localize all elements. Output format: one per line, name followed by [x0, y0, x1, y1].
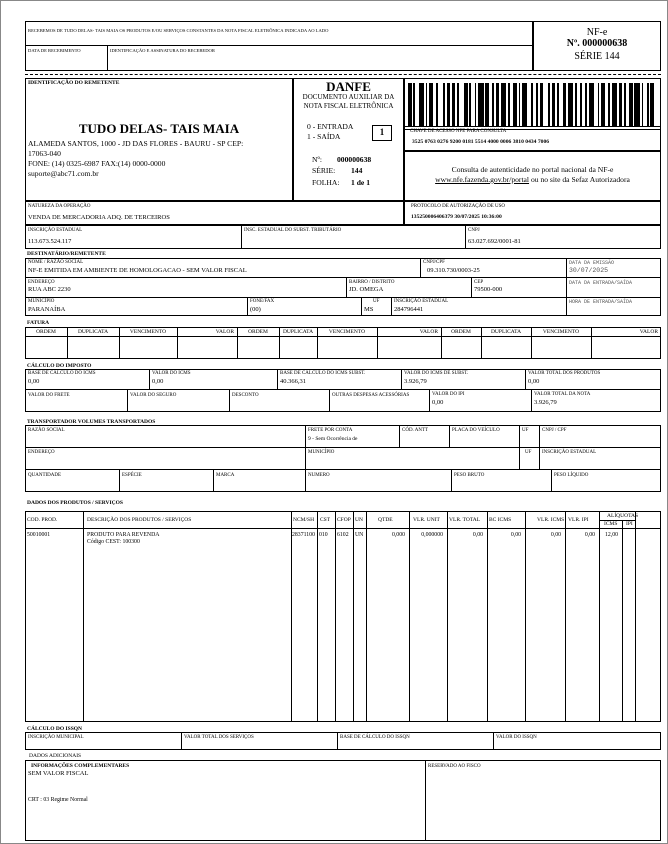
recipient-ie-label: INSCRIÇÃO ESTADUAL — [394, 299, 449, 304]
danfe-page-label: FOLHA: — [312, 178, 340, 187]
issqn-services-label: VALOR TOTAL DOS SERVIÇOS — [184, 735, 254, 740]
issuer-cep: 17063-040 — [28, 149, 61, 158]
total-products-label: VALOR TOTAL DOS PRODUTOS — [528, 371, 601, 376]
barcode-bar — [654, 83, 659, 127]
invoice-header-cell: VALOR — [639, 329, 658, 335]
recipient-cep-label: CEP — [474, 280, 484, 285]
extra-box — [25, 760, 661, 841]
receipt-nfe-series: SÉRIE 144 — [574, 51, 620, 62]
col-ipi: VLR. IPI — [568, 517, 589, 523]
invoice-header-cell: ORDEM — [451, 329, 471, 335]
product-cell-ncm: 28371100 — [292, 532, 315, 538]
ie-label: INSCRIÇÃO ESTADUAL — [28, 228, 83, 233]
volume-species-label: ESPÉCIE — [122, 473, 142, 478]
freight-label: VALOR DO FRETE — [28, 393, 70, 398]
transport-section-label: TRANSPORTADOR VOLUMES TRANSPORTADOS — [27, 419, 156, 425]
freight-mode: 9 - Sem Ocorrência de — [308, 436, 358, 442]
protocol-value: 135250006406379 30/07/2025 10:36:00 — [411, 214, 502, 220]
invoice-header-cell: ORDEM — [248, 329, 268, 335]
recipient-cnpj-label: CNPJ/CPF — [423, 260, 445, 265]
time-label: HORA DE ENTRADA/SAÍDA — [569, 299, 633, 305]
recipient-phone: (00) — [250, 306, 261, 313]
carrier-cnpj-label: CNPJ / CPF — [542, 428, 567, 433]
issuer-name: TUDO DELAS- TAIS MAIA — [78, 121, 240, 136]
plate-label: PLACA DO VEÍCULO — [452, 428, 500, 433]
col-code: COD. PROD. — [27, 517, 58, 523]
extra-info-label: INFORMAÇÕES COMPLEMENTARES — [31, 763, 130, 769]
freight-mode-label: FRETE POR CONTA — [308, 428, 353, 433]
product-cell-cst: 010 — [319, 532, 328, 538]
nature-label: NATUREZA DA OPERAÇÃO — [28, 204, 91, 209]
consult-line-2 — [404, 175, 661, 184]
volume-brand-label: MARCA — [216, 473, 235, 478]
other-label: OUTRAS DESPESAS ACESSÓRIAS — [332, 393, 410, 398]
col-total: VLR. TOTAL — [449, 517, 481, 523]
col-aliq: ALÍQUOTAS — [607, 513, 639, 519]
receipt-nfe-number: Nº. 000000638 — [566, 38, 628, 49]
danfe-exit: 1 - SAÍDA — [307, 132, 341, 141]
base-icms: 0,00 — [28, 378, 40, 385]
icms-st: 3.926,79 — [404, 378, 427, 385]
product-cell-total: 0,00 — [472, 532, 483, 538]
icms-value: 0,00 — [152, 378, 164, 385]
total-value: 3.926,79 — [534, 399, 557, 406]
col-bc: BC ICMS — [489, 517, 512, 523]
col-qty: QTDE — [378, 517, 393, 523]
recipient-cep: 79500-000 — [474, 286, 503, 293]
net-weight-label: PESO LÍQUIDO — [554, 473, 589, 478]
invoice-header-cell: DUPLICATA — [282, 329, 314, 335]
recipient-name: NF-E EMITIDA EM AMBIENTE DE HOMOLOGACAO - SEM VALOR FISCAL — [28, 267, 247, 274]
product-cell-desc-2: Código CEST: 100300 — [87, 539, 140, 545]
product-cell-code: 50010001 — [27, 532, 51, 538]
invoice-header-cell: DUPLICATA — [77, 329, 109, 335]
col-icms: VLR. ICMS — [537, 517, 565, 523]
antt-label: CÓD. ANTT — [402, 428, 429, 433]
base-icms-label: BASE DE CÁLCULO DO ICMS — [28, 371, 96, 376]
danfe-subtitle-2: NOTA FISCAL ELETRÔNICA — [303, 102, 394, 110]
receipt-nfe-title: NF-e — [586, 27, 608, 38]
products-section-label: DADOS DOS PRODUTOS / SERVIÇOS — [27, 500, 123, 506]
discount-label: DESCONTO — [232, 393, 259, 398]
recipient-cnpj: 09.310.730/0003-25 — [427, 267, 480, 274]
cut-line — [25, 74, 661, 75]
volume-numbering-label: NUMERO — [308, 473, 330, 478]
carrier-uf-label: UF — [522, 428, 529, 433]
receipt-date-label: DATA DE RECEBIMENTO — [28, 48, 81, 53]
ie-row-box — [25, 225, 661, 249]
recipient-uf: MS — [364, 306, 374, 313]
total-label: VALOR TOTAL DA NOTA — [534, 392, 591, 397]
nature-value: VENDA DE MERCADORIA ADQ. DE TERCEIROS — [28, 214, 170, 221]
danfe-subtitle-1: DOCUMENTO AUXILIAR DA — [302, 93, 395, 101]
col-cfop: CFOP — [337, 517, 351, 523]
ipi-label: VALOR DO IPI — [432, 392, 465, 397]
issuer-section-label: IDENTIFICAÇÃO DO REMETENTE — [28, 80, 120, 86]
recipient-phone-label: FONE/FAX — [250, 299, 275, 304]
issuer-phone: FONE: (14) 0325-6987 FAX:(14) 0000-0000 — [28, 159, 166, 168]
total-products: 0,00 — [528, 378, 540, 385]
invoice-header-cell: VENCIMENTO — [328, 329, 366, 335]
col-aliq-ipi: IPI — [626, 521, 633, 527]
danfe-number: 000000638 — [337, 155, 372, 164]
col-desc: DESCRIÇÃO DOS PRODUTOS / SERVIÇOS — [87, 517, 192, 523]
issuer-email: suporte@abc71.com.br — [28, 169, 99, 178]
ipi-value: 0,00 — [432, 399, 444, 406]
danfe-series: 144 — [351, 166, 363, 175]
consult-link[interactable]: www.nfe.fazenda.gov.br/portal — [435, 175, 530, 184]
product-cell-qty: 0,000 — [391, 532, 405, 538]
cnpj-label: CNPJ — [468, 228, 480, 233]
invoice-section-label: FATURA — [27, 320, 50, 326]
product-cell-cfop: 6102 — [337, 532, 349, 538]
recipient-district: JD. OMEGA — [349, 286, 384, 293]
danfe-number-label: Nº: — [312, 155, 322, 164]
issuer-address: ALAMEDA SANTOS, 1000 - JD DAS FLORES - BAURU - SP CEP: — [28, 139, 244, 148]
product-cell-un: UN — [355, 532, 364, 538]
receipt-sign-label: IDENTIFICAÇÃO E ASSINATURA DO RECEBEDOR — [110, 48, 215, 53]
consult-text: Consulta de autenticidade no portal nacional da NF-e — [451, 165, 614, 174]
carrier-uf2-label: UF — [525, 450, 532, 455]
danfe-page: 1 de 1 — [351, 178, 370, 187]
recipient-city-label: MUNICÍPIO — [28, 299, 55, 304]
col-aliq-icms: ICMS — [604, 521, 618, 527]
recipient-district-label: BAIRRO / DISTRITO — [349, 280, 395, 285]
product-cell-bc: 0,00 — [510, 532, 521, 538]
barcode-image — [408, 83, 660, 127]
col-un: UN — [355, 517, 363, 523]
invoice-header-cell: VENCIMENTO — [129, 329, 167, 335]
extra-section-label: DADOS ADICIONAIS — [29, 753, 82, 759]
product-cell-unit: 0,000000 — [421, 532, 443, 538]
access-key-label: CHAVE DE ACESSO NFE PARA CONSULTA — [410, 129, 507, 134]
protocol-label: PROTOCOLO DE AUTORIZAÇÃO DE USO — [411, 204, 505, 209]
invoice-header-cell: VALOR — [215, 329, 234, 335]
col-unit: VLR. UNIT — [413, 517, 440, 523]
ie-value: 113.673.524.117 — [28, 238, 72, 245]
receipt-notice: RECEBEMOS DE TUDO DELAS- TAIS MAIA OS PRODUTOS E/OU SERVIÇOS CONSTANTES DA NOTA FISCAL ELETRÔNICA INDICADA AO LADO — [28, 28, 329, 33]
recipient-uf-label: UF — [373, 299, 380, 304]
extra-info-2: CRT : 03 Regime Normal — [28, 797, 88, 803]
emission-label: DATA DA EMISSÃO — [569, 260, 615, 266]
recipient-address-label: ENDEREÇO — [28, 280, 55, 285]
issqn-value-label: VALOR DO ISSQN — [496, 735, 537, 740]
volume-qty-label: QUANTIDADE — [28, 473, 62, 478]
ie-st-label: INSC. ESTADUAL DO SUBST. TRIBUTÁRIO — [244, 228, 342, 233]
recipient-address: RUA ABC 2230 — [28, 286, 71, 293]
col-cst: CST — [320, 517, 331, 523]
invoice-header-cell: VENCIMENTO — [542, 329, 580, 335]
danfe-title: DANFE — [326, 79, 371, 94]
emission-value: 30/07/2025 — [569, 267, 609, 274]
product-cell-ipi: 0,00 — [584, 532, 595, 538]
icms-label: VALOR DO ICMS — [152, 371, 191, 376]
recipient-ie: 284796441 — [394, 306, 424, 313]
tax-section-label: CÁLCULO DO IMPOSTO — [27, 363, 92, 369]
icms-st-label: VALOR DO ICMS DE SUBST. — [404, 371, 469, 376]
base-st-label: BASE DE CÁLCULO DO ICMS SUBST. — [280, 371, 366, 376]
recipient-city: PARANAÍBA — [28, 306, 66, 313]
access-key-value: 3525 0763 0276 9200 0181 5514 4000 0006 3810 0434 7006 — [412, 139, 550, 145]
recipient-name-label: NOME / RAZÃO SOCIAL — [28, 260, 84, 265]
danfe-entry: 0 - ENTRADA — [307, 122, 354, 131]
danfe-type: 1 — [379, 127, 385, 137]
reserved-label: RESERVADO AO FISCO — [428, 764, 481, 769]
gross-weight-label: PESO BRUTO — [454, 473, 485, 478]
carrier-city-label: MUNICÍPIO — [308, 450, 335, 455]
base-st: 40.366,31 — [280, 378, 306, 385]
issqn-base-label: BASE DE CÁLCULO DO ISSQN — [340, 735, 410, 740]
insurance-label: VALOR DO SEGURO — [130, 393, 177, 398]
danfe-series-label: SÉRIE: — [312, 166, 336, 175]
consult-text-2: ou no site da Sefaz Autorizadora — [529, 175, 630, 184]
col-ncm: NCM/SH — [293, 517, 315, 523]
carrier-name-label: RAZÃO SOCIAL — [28, 428, 65, 433]
product-cell-icms: 0,00 — [550, 532, 561, 538]
invoice-header-cell: DUPLICATA — [490, 329, 522, 335]
extra-info-1: SEM VALOR FISCAL — [28, 770, 89, 777]
carrier-ie-label: INSCRIÇÃO ESTADUAL — [542, 450, 597, 455]
cnpj-value: 63.027.692/0001-81 — [468, 238, 521, 245]
issqn-im-label: INSCRIÇÃO MUNICIPAL — [28, 735, 84, 740]
product-cell-desc: PRODUTO PARA REVENDA — [87, 532, 160, 538]
invoice-header-cell: VALOR — [419, 329, 438, 335]
recipient-section-label: DESTINATÁRIO/REMETENTE — [27, 251, 106, 257]
carrier-address-label: ENDEREÇO — [28, 450, 55, 455]
entry-date-label: DATA DA ENTRADA/SAÍDA — [569, 280, 633, 286]
issqn-section-label: CÁLCULO DO ISSQN — [27, 726, 83, 732]
invoice-header-cell: ORDEM — [36, 329, 56, 335]
product-cell-aliq-icms: 12,00 — [604, 532, 618, 538]
